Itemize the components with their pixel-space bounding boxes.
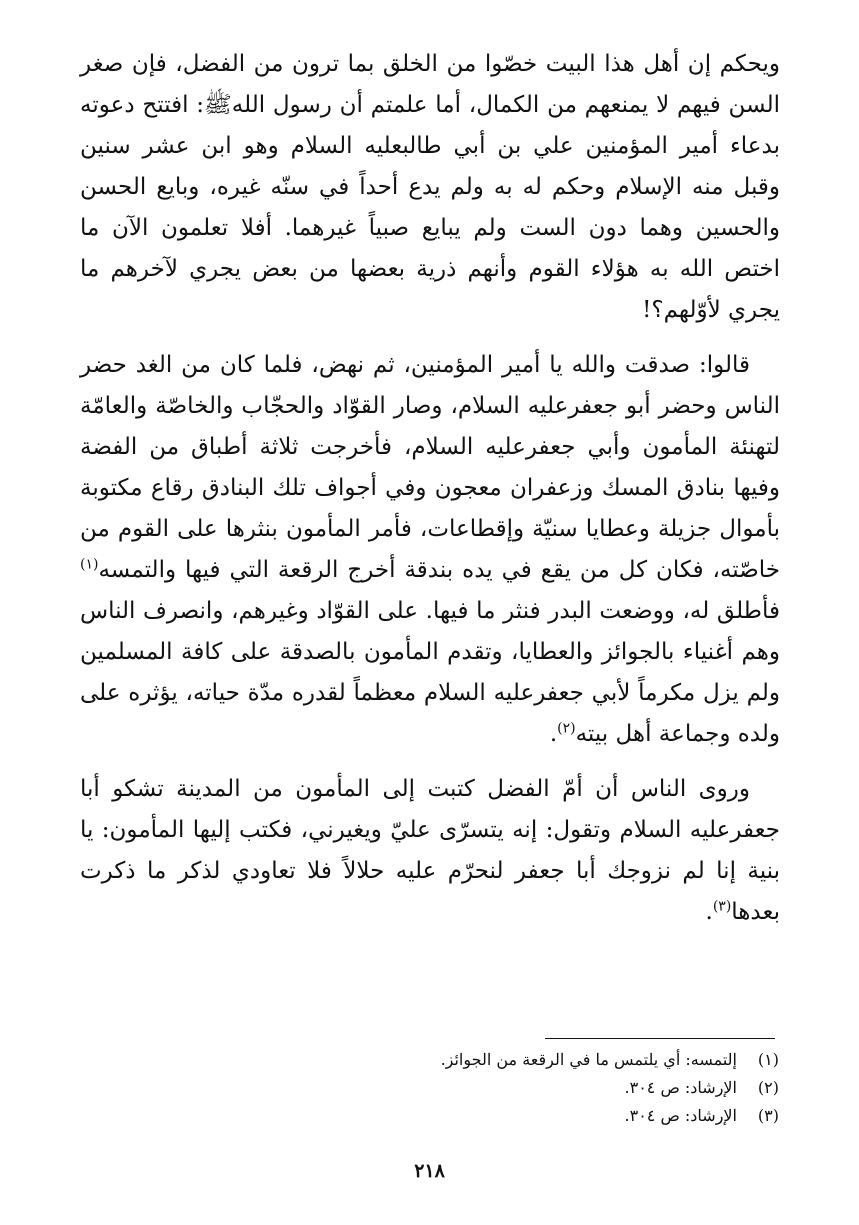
- footnote-1: [179, 1046, 779, 1074]
- paragraph-3: [80, 769, 780, 933]
- footnote-text: الإرشاد: ص ٣٠٤.: [624, 1106, 737, 1125]
- footnote-number: (٣): [757, 1106, 779, 1125]
- paragraph-text: وروى الناس أن أمّ الفضل كتبت إلى المأمون من المدينة تشكو أبا جعفرعليه السلام وتقول: إنه يتسرّى عليّ ويغيرني، فكتب إليها المأمون: يا بنية إنا لم نزوجك أبا جعفر لنحرّم عليه حلالاً فلا تعاودي لذكر ما ذكرت بعدها: [80, 776, 780, 925]
- paragraph-1: [80, 44, 780, 331]
- paragraph-text: قالوا: صدقت والله يا أمير المؤمنين، ثم نهض، فلما كان من الغد حضر الناس وحضر أبو جعفرعليه السلام، وصار القوّاد والحجّاب والخاصّة والعامّة لتهنئة المأمون وأبي جعفرعليه السلام، فأخرجت ثلاثة أطباق من الفضة وفيها بنادق المسك وزعفران معجون وفي أجواف تلك البنادق رقاع مكتوبة بأموال جزيلة وعطايا سنيّة وإقطاعات، فأمر المأمون بنثرها على القوم من خاصّته، فكان كل من يقع في يده بندقة أخرج الرقعة التي فيها والتمسه: [80, 352, 780, 583]
- footnote-number: (٢): [757, 1078, 779, 1097]
- paragraph-text: ويحكم إن أهل هذا البيت خصّوا من الخلق بما ترون من الفضل، فإن صغر السن فيهم لا يمنعهم من الكمال، أما علمتم أن رسول اللهﷺ: افتتح دعوته بدعاء أمير المؤمنين علي بن أبي طالبعليه السلام وهو ابن عشر سنين وقبل منه الإسلام وحكم له به ولم يدع أحداً في سنّه غيره، وبايع الحسن والحسين وهما دون الست ولم يبايع صبياً غيرهما. أفلا تعلمون الآن ما اختص الله به هؤلاء القوم وأنهم ذرية بعضها من بعض يجري لآخرهم ما يجري لأوّلهم؟!: [80, 51, 781, 323]
- paragraph-2: [80, 345, 780, 755]
- footnote-text: الإرشاد: ص ٣٠٤.: [624, 1078, 737, 1097]
- footnote-ref-3[interactable]: (٣): [712, 898, 732, 915]
- footnote-2: [179, 1074, 779, 1102]
- footnote-ref-1[interactable]: (١): [80, 556, 99, 573]
- page-body: [80, 44, 780, 947]
- footnote-3: [179, 1102, 779, 1130]
- paragraph-text: فأطلق له، ووضعت البدر فنثر ما فيها. على القوّاد وغيرهم، وانصرف الناس وهم أغنياء بالجوائز والعطايا، وتقدم المأمون بالصدقة على كافة المسلمين ولم يزل مكرماً لأبي جعفرعليه السلام معظماً لقدره مدّة حياته، يؤثره على ولده وجماعة أهل بيته: [80, 598, 780, 747]
- paragraph-text: .: [549, 721, 558, 747]
- footnote-number: (١): [757, 1050, 779, 1069]
- footnotes: [179, 1046, 779, 1130]
- footnote-ref-2[interactable]: (٢): [557, 720, 576, 737]
- footnote-text: إلتمسه: أي يلتمس ما في الرقعة من الجوائز.: [440, 1050, 737, 1069]
- footnote-divider: [545, 1038, 775, 1039]
- paragraph-text: .: [705, 899, 713, 925]
- page-number: ٢١٨: [414, 1160, 445, 1182]
